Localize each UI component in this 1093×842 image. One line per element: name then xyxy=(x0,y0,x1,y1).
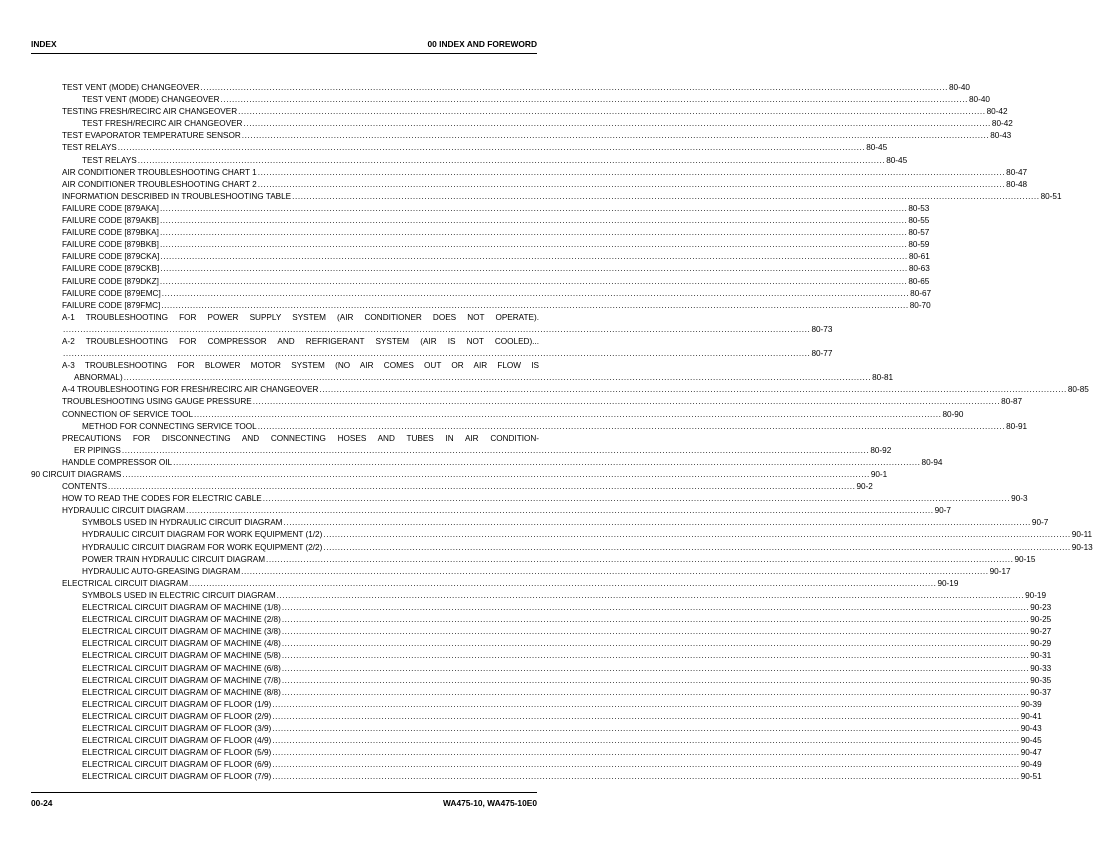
toc-entry-page: 80-42 xyxy=(991,119,1013,129)
toc-entry-page: 90-49 xyxy=(1020,760,1042,770)
dot-leader: .................................................................................................................................................................................................................................................................... xyxy=(200,83,948,92)
toc-entry[interactable] xyxy=(62,106,1008,118)
dot-leader: .................................................................................................................................................................................................................................................................... xyxy=(281,627,1030,637)
toc-entry[interactable] xyxy=(62,288,932,300)
toc-entry[interactable] xyxy=(62,215,930,227)
toc-entry[interactable] xyxy=(82,554,1036,566)
toc-entry-page: 80-48 xyxy=(1006,179,1028,189)
toc-entry[interactable] xyxy=(82,602,1052,614)
toc-entry-page: 90-3 xyxy=(1011,494,1028,504)
toc-entry-title-continuation: ABNORMAL) xyxy=(74,372,124,384)
toc-entry-page: 80-45 xyxy=(866,143,888,153)
toc-entry[interactable] xyxy=(82,517,1049,529)
toc-entry[interactable] xyxy=(62,130,1012,142)
toc-entry-page: 80-85 xyxy=(1067,385,1089,395)
toc-entry[interactable] xyxy=(82,529,1093,541)
toc-entry-page: 90-51 xyxy=(1020,772,1042,782)
dot-leader: .................................................................................................................................................................................................................................................................... xyxy=(121,445,870,455)
toc-entry-title: SYMBOLS USED IN ELECTRIC CIRCUIT DIAGRAM xyxy=(82,590,277,602)
toc-entry-title: ELECTRICAL CIRCUIT DIAGRAM OF MACHINE (2/8) xyxy=(82,614,282,626)
toc-entry[interactable] xyxy=(82,614,1052,626)
dot-leader: .................................................................................................................................................................................................................................................................... xyxy=(241,131,990,141)
toc-entry-title: TEST RELAYS xyxy=(62,142,118,154)
dot-leader: .................................................................................................................................................................................................................................................................... xyxy=(63,324,811,334)
dot-leader: .................................................................................................................................................................................................................................................................... xyxy=(281,615,1030,625)
toc-entry-page: 90-7 xyxy=(1031,518,1049,528)
toc-entry-page: 90-35 xyxy=(1030,675,1052,685)
toc-entry[interactable] xyxy=(82,747,1042,759)
dot-leader: .................................................................................................................................................................................................................................................................... xyxy=(123,373,872,383)
toc-entry-title: PRECAUTIONS FOR DISCONNECTING AND CONNECTING HOSES AND TUBES IN AIR CONDITION- xyxy=(62,433,539,443)
toc-entry[interactable] xyxy=(31,469,888,481)
toc-entry-title: FAILURE CODE [879EMC] xyxy=(62,288,162,300)
toc-entry[interactable] xyxy=(62,336,833,360)
toc-entry-title: ELECTRICAL CIRCUIT DIAGRAM xyxy=(62,578,189,590)
model-number: WA475-10, WA475-10E0 xyxy=(442,798,537,808)
toc-entry[interactable] xyxy=(62,203,930,215)
toc-entry[interactable] xyxy=(82,687,1052,699)
toc-entry[interactable] xyxy=(62,481,873,493)
toc-entry[interactable] xyxy=(62,578,959,590)
toc-entry-page: 90-47 xyxy=(1020,748,1042,758)
dot-leader: .................................................................................................................................................................................................................................................................... xyxy=(281,675,1030,685)
toc-entry-title: CONNECTION OF SERVICE TOOL xyxy=(62,409,194,421)
toc-entry-title: CONTENTS xyxy=(62,481,108,493)
dot-leader: .................................................................................................................................................................................................................................................................... xyxy=(159,228,908,238)
toc-entry[interactable] xyxy=(62,276,930,288)
toc-entry-title-continuation: ER PIPINGS xyxy=(74,445,122,457)
dot-leader: .................................................................................................................................................................................................................................................................... xyxy=(194,409,942,419)
dot-leader: .................................................................................................................................................................................................................................................................... xyxy=(323,542,1071,552)
toc-entry-page: 90-31 xyxy=(1030,651,1052,661)
dot-leader: .................................................................................................................................................................................................................................................................... xyxy=(122,470,870,479)
dot-leader: .................................................................................................................................................................................................................................................................... xyxy=(243,119,991,129)
dot-leader: .................................................................................................................................................................................................................................................................... xyxy=(161,288,910,298)
toc-entry-title: HANDLE COMPRESSOR OIL xyxy=(62,457,173,469)
toc-entry-page: 80-45 xyxy=(886,155,908,165)
dot-leader: .................................................................................................................................................................................................................................................................... xyxy=(241,566,989,576)
toc-entry-title: AIR CONDITIONER TROUBLESHOOTING CHART 1 xyxy=(62,167,258,179)
toc-entry-page: 80-77 xyxy=(811,349,833,359)
dot-leader: .................................................................................................................................................................................................................................................................... xyxy=(281,663,1030,673)
page-number: 00-24 xyxy=(31,798,53,808)
dot-leader: .................................................................................................................................................................................................................................................................... xyxy=(63,349,811,359)
toc-entry-page: 80-65 xyxy=(908,276,930,286)
toc-entry[interactable] xyxy=(62,191,1062,203)
toc-entry-page: 90-43 xyxy=(1020,723,1042,733)
toc-entry-title: ELECTRICAL CIRCUIT DIAGRAM OF FLOOR (6/9) xyxy=(82,759,272,771)
toc-entry-page: 80-81 xyxy=(872,373,894,383)
dot-leader: .................................................................................................................................................................................................................................................................... xyxy=(257,421,1006,431)
dot-leader: .................................................................................................................................................................................................................................................................... xyxy=(281,639,1030,649)
toc-entry-title: ELECTRICAL CIRCUIT DIAGRAM OF MACHINE (3/8) xyxy=(82,626,282,638)
dot-leader: .................................................................................................................................................................................................................................................................... xyxy=(160,264,908,274)
dot-leader: .................................................................................................................................................................................................................................................................... xyxy=(257,167,1006,177)
table-of-contents xyxy=(0,82,1093,783)
dot-leader: .................................................................................................................................................................................................................................................................... xyxy=(159,203,908,213)
dot-leader: .................................................................................................................................................................................................................................................................... xyxy=(173,457,921,467)
dot-leader: .................................................................................................................................................................................................................................................................... xyxy=(281,687,1030,697)
toc-entry-title: ELECTRICAL CIRCUIT DIAGRAM OF FLOOR (5/9) xyxy=(82,747,272,759)
toc-entry-title: A-4 TROUBLESHOOTING FOR FRESH/RECIRC AIR CHANGEOVER xyxy=(62,384,319,396)
toc-entry-page: 80-59 xyxy=(908,240,930,250)
toc-entry-title: FAILURE CODE [879BKB] xyxy=(62,239,160,251)
toc-entry-title: A-1 TROUBLESHOOTING FOR POWER SUPPLY SYSTEM (AIR CONDITIONER DOES NOT OPERATE). xyxy=(62,312,539,322)
toc-entry[interactable] xyxy=(62,251,930,263)
toc-entry-title: FAILURE CODE [879AKB] xyxy=(62,215,160,227)
toc-entry-page: 90-23 xyxy=(1030,603,1052,613)
dot-leader: .................................................................................................................................................................................................................................................................... xyxy=(283,518,1031,528)
toc-entry-page: 80-67 xyxy=(910,288,932,298)
toc-entry[interactable] xyxy=(82,590,1047,602)
toc-entry-title: HOW TO READ THE CODES FOR ELECTRIC CABLE xyxy=(62,493,263,505)
dot-leader: .................................................................................................................................................................................................................................................................... xyxy=(186,506,934,516)
toc-entry[interactable] xyxy=(62,360,894,384)
toc-entry-title: FAILURE CODE [879DKZ] xyxy=(62,276,160,288)
toc-entry-page: 90-11 xyxy=(1071,530,1093,540)
toc-entry-page: 90-1 xyxy=(870,470,888,479)
toc-entry[interactable] xyxy=(82,699,1042,711)
toc-entry-page: 80-47 xyxy=(1006,167,1028,177)
toc-entry[interactable] xyxy=(82,723,1042,735)
toc-entry-title: METHOD FOR CONNECTING SERVICE TOOL xyxy=(82,421,258,433)
toc-entry-title: TEST FRESH/RECIRC AIR CHANGEOVER xyxy=(82,118,243,130)
dot-leader: .................................................................................................................................................................................................................................................................... xyxy=(220,95,968,105)
toc-entry[interactable] xyxy=(62,142,888,154)
dot-leader: .................................................................................................................................................................................................................................................................... xyxy=(272,699,1020,709)
toc-entry-page: 90-33 xyxy=(1030,663,1052,673)
toc-entry-title: POWER TRAIN HYDRAULIC CIRCUIT DIAGRAM xyxy=(82,554,266,566)
toc-entry[interactable] xyxy=(82,675,1052,687)
toc-entry-page: 90-29 xyxy=(1030,639,1052,649)
toc-entry-title: SYMBOLS USED IN HYDRAULIC CIRCUIT DIAGRAM xyxy=(82,517,283,529)
toc-entry-title: FAILURE CODE [879BKA] xyxy=(62,227,160,239)
dot-leader: .................................................................................................................................................................................................................................................................... xyxy=(292,191,1040,201)
dot-leader: .................................................................................................................................................................................................................................................................... xyxy=(281,603,1030,613)
toc-entry-title: ELECTRICAL CIRCUIT DIAGRAM OF MACHINE (1/8) xyxy=(82,602,282,614)
toc-entry[interactable] xyxy=(62,493,1028,505)
toc-entry-title: TEST VENT (MODE) CHANGEOVER xyxy=(82,94,221,106)
toc-entry-page: 90-37 xyxy=(1030,687,1052,697)
toc-entry-page: 90-45 xyxy=(1020,736,1042,746)
toc-entry[interactable] xyxy=(82,94,990,106)
toc-entry-page: 80-91 xyxy=(1006,421,1028,431)
toc-entry-page: 80-55 xyxy=(908,216,930,226)
toc-entry-page: 80-42 xyxy=(986,107,1008,117)
toc-entry-page: 90-19 xyxy=(1025,590,1047,600)
toc-entry[interactable] xyxy=(82,650,1052,662)
toc-entry-title: 90 CIRCUIT DIAGRAMS xyxy=(31,469,122,481)
header-rule xyxy=(31,53,537,54)
toc-entry[interactable] xyxy=(62,505,951,517)
toc-entry-title: FAILURE CODE [879CKB] xyxy=(62,263,160,275)
page-header xyxy=(31,39,537,53)
toc-entry-page: 80-70 xyxy=(909,300,931,310)
dot-leader: .................................................................................................................................................................................................................................................................... xyxy=(257,179,1006,189)
toc-entry-title: ELECTRICAL CIRCUIT DIAGRAM OF MACHINE (6/8) xyxy=(82,663,282,675)
toc-entry-title: TEST RELAYS xyxy=(82,155,138,167)
toc-entry-page: 80-87 xyxy=(1001,397,1023,407)
dot-leader: .................................................................................................................................................................................................................................................................... xyxy=(272,760,1020,770)
dot-leader: .................................................................................................................................................................................................................................................................... xyxy=(159,240,908,250)
footer-rule xyxy=(31,792,537,793)
toc-entry-title: ELECTRICAL CIRCUIT DIAGRAM OF MACHINE (4/8) xyxy=(82,638,282,650)
toc-entry-title: INFORMATION DESCRIBED IN TROUBLESHOOTING TABLE xyxy=(62,191,292,203)
toc-entry-page: 90-15 xyxy=(1014,554,1036,564)
dot-leader: .................................................................................................................................................................................................................................................................... xyxy=(272,723,1020,733)
toc-entry-page: 90-13 xyxy=(1071,542,1093,552)
toc-entry[interactable] xyxy=(82,542,1093,554)
dot-leader: .................................................................................................................................................................................................................................................................... xyxy=(281,651,1030,661)
toc-entry[interactable] xyxy=(62,433,892,457)
dot-leader: .................................................................................................................................................................................................................................................................... xyxy=(262,494,1011,504)
toc-entry[interactable] xyxy=(62,82,970,94)
toc-entry-title: FAILURE CODE [879AKA] xyxy=(62,203,160,215)
toc-entry-title: HYDRAULIC CIRCUIT DIAGRAM FOR WORK EQUIPMENT (2/2) xyxy=(82,542,323,554)
dot-leader: .................................................................................................................................................................................................................................................................... xyxy=(108,482,856,492)
toc-entry-title: ELECTRICAL CIRCUIT DIAGRAM OF FLOOR (4/9) xyxy=(82,735,272,747)
toc-entry-title: TROUBLESHOOTING USING GAUGE PRESSURE xyxy=(62,396,253,408)
toc-entry[interactable] xyxy=(62,227,930,239)
toc-entry-title: ELECTRICAL CIRCUIT DIAGRAM OF FLOOR (1/9) xyxy=(82,699,272,711)
toc-entry-page: 90-27 xyxy=(1030,627,1052,637)
header-section-label: INDEX xyxy=(31,39,57,49)
toc-entry[interactable] xyxy=(62,384,1089,396)
toc-entry[interactable] xyxy=(82,771,1042,783)
toc-entry[interactable] xyxy=(62,239,930,251)
toc-entry[interactable] xyxy=(62,300,931,312)
dot-leader: .................................................................................................................................................................................................................................................................... xyxy=(272,736,1020,746)
toc-entry[interactable] xyxy=(62,312,833,336)
toc-entry-page: 80-63 xyxy=(908,264,930,274)
header-chapter-title: 00 INDEX AND FOREWORD xyxy=(427,39,537,49)
dot-leader: .................................................................................................................................................................................................................................................................... xyxy=(161,300,909,310)
dot-leader: .................................................................................................................................................................................................................................................................... xyxy=(189,578,937,588)
toc-entry-title: A-2 TROUBLESHOOTING FOR COMPRESSOR AND REFRIGERANT SYSTEM (AIR IS NOT COOLED)... xyxy=(62,336,539,346)
toc-entry[interactable] xyxy=(82,759,1042,771)
toc-entry[interactable] xyxy=(82,155,908,167)
dot-leader: .................................................................................................................................................................................................................................................................... xyxy=(272,748,1020,758)
toc-entry-title: HYDRAULIC CIRCUIT DIAGRAM xyxy=(62,505,186,517)
toc-entry-title: A-3 TROUBLESHOOTING FOR BLOWER MOTOR SYSTEM (NO AIR COMES OUT OR AIR FLOW IS xyxy=(62,361,539,371)
toc-entry-title: ELECTRICAL CIRCUIT DIAGRAM OF MACHINE (8/8) xyxy=(82,687,282,699)
toc-entry[interactable] xyxy=(82,663,1052,675)
dot-leader: .................................................................................................................................................................................................................................................................... xyxy=(266,554,1014,564)
toc-entry-title: TEST EVAPORATOR TEMPERATURE SENSOR xyxy=(62,130,242,142)
toc-entry[interactable] xyxy=(82,566,1011,578)
toc-entry-page: 80-53 xyxy=(908,203,930,213)
toc-entry-title: ELECTRICAL CIRCUIT DIAGRAM OF MACHINE (5/8) xyxy=(82,650,282,662)
dot-leader: .................................................................................................................................................................................................................................................................... xyxy=(159,216,908,226)
toc-entry-page: 90-7 xyxy=(934,506,951,516)
toc-entry-title: TEST VENT (MODE) CHANGEOVER xyxy=(62,82,201,94)
dot-leader: .................................................................................................................................................................................................................................................................... xyxy=(160,252,908,262)
page-footer xyxy=(31,798,537,812)
toc-entry-page: 90-17 xyxy=(989,566,1011,576)
toc-entry-page: 80-40 xyxy=(968,95,990,105)
toc-entry-page: 80-73 xyxy=(811,324,833,334)
dot-leader: .................................................................................................................................................................................................................................................................... xyxy=(159,276,908,286)
toc-entry[interactable] xyxy=(82,626,1052,638)
toc-entry[interactable] xyxy=(82,735,1042,747)
toc-entry[interactable] xyxy=(62,167,1028,179)
toc-entry-title: ELECTRICAL CIRCUIT DIAGRAM OF FLOOR (2/9) xyxy=(82,711,272,723)
dot-leader: .................................................................................................................................................................................................................................................................... xyxy=(272,711,1020,721)
toc-entry-title: AIR CONDITIONER TROUBLESHOOTING CHART 2 xyxy=(62,179,258,191)
toc-entry[interactable] xyxy=(62,396,1023,408)
toc-entry-title: ELECTRICAL CIRCUIT DIAGRAM OF FLOOR (7/9) xyxy=(82,771,272,783)
toc-entry[interactable] xyxy=(82,711,1042,723)
toc-entry-page: 80-51 xyxy=(1040,191,1062,201)
toc-entry-title: ELECTRICAL CIRCUIT DIAGRAM OF MACHINE (7/8) xyxy=(82,675,282,687)
toc-entry[interactable] xyxy=(62,457,943,469)
dot-leader: .................................................................................................................................................................................................................................................................... xyxy=(238,107,986,117)
toc-entry[interactable] xyxy=(62,409,964,421)
toc-entry-page: 80-43 xyxy=(990,131,1012,141)
toc-entry-title: FAILURE CODE [879FMC] xyxy=(62,300,161,312)
dot-leader: .................................................................................................................................................................................................................................................................... xyxy=(252,397,1001,407)
toc-entry-page: 80-61 xyxy=(908,252,930,262)
dot-leader: .................................................................................................................................................................................................................................................................... xyxy=(137,155,886,165)
toc-entry-title: HYDRAULIC CIRCUIT DIAGRAM FOR WORK EQUIPMENT (1/2) xyxy=(82,529,323,541)
toc-entry[interactable] xyxy=(62,263,930,275)
toc-entry-title: FAILURE CODE [879CKA] xyxy=(62,251,160,263)
toc-entry[interactable] xyxy=(82,638,1052,650)
dot-leader: .................................................................................................................................................................................................................................................................... xyxy=(272,772,1020,782)
toc-entry-title: ELECTRICAL CIRCUIT DIAGRAM OF FLOOR (3/9) xyxy=(82,723,272,735)
toc-entry-page: 90-25 xyxy=(1030,615,1052,625)
toc-entry-page: 90-19 xyxy=(937,578,959,588)
toc-entry-page: 80-94 xyxy=(921,457,943,467)
dot-leader: .................................................................................................................................................................................................................................................................... xyxy=(323,530,1071,540)
dot-leader: .................................................................................................................................................................................................................................................................... xyxy=(117,143,866,153)
toc-entry-title: HYDRAULIC AUTO-GREASING DIAGRAM xyxy=(82,566,241,578)
toc-entry-page: 80-92 xyxy=(870,445,892,455)
toc-entry[interactable] xyxy=(82,421,1028,433)
toc-entry-page: 80-90 xyxy=(942,409,964,419)
toc-entry[interactable] xyxy=(62,179,1028,191)
toc-entry[interactable] xyxy=(82,118,1013,130)
toc-entry-page: 80-57 xyxy=(908,228,930,238)
toc-entry-page: 90-2 xyxy=(856,482,873,492)
toc-entry-page: 80-40 xyxy=(948,83,970,92)
toc-entry-page: 90-41 xyxy=(1020,711,1042,721)
toc-entry-page: 90-39 xyxy=(1020,699,1042,709)
dot-leader: .................................................................................................................................................................................................................................................................... xyxy=(276,590,1025,600)
toc-entry-title: TESTING FRESH/RECIRC AIR CHANGEOVER xyxy=(62,106,238,118)
dot-leader: .................................................................................................................................................................................................................................................................... xyxy=(319,385,1067,395)
